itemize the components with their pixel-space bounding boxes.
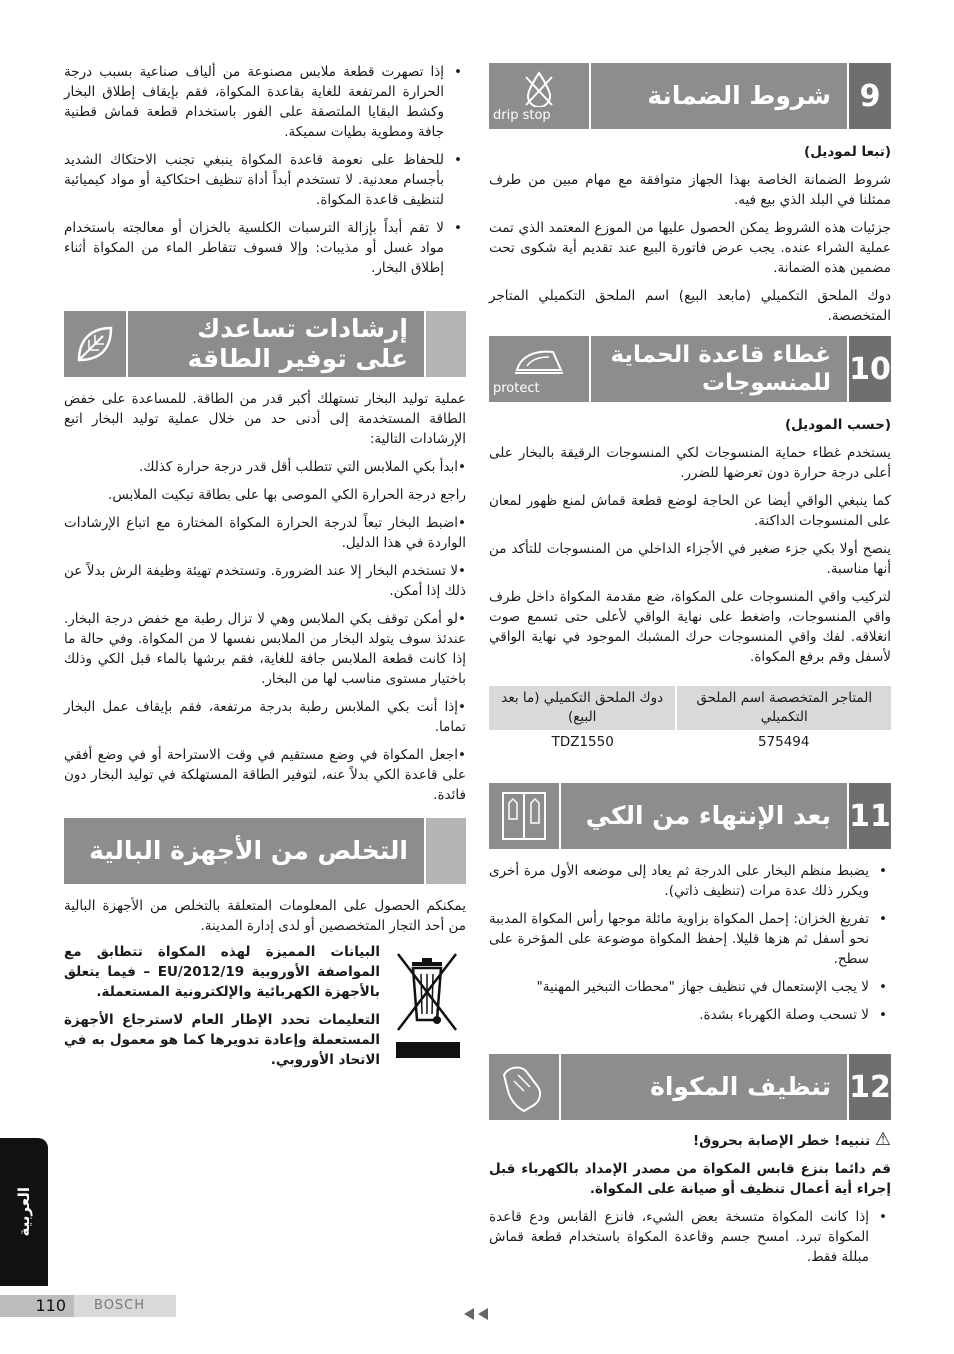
cleaning-hand-icon	[489, 1054, 561, 1120]
list-item: • لا تسحب وصلة الكهرباء بشدة.	[489, 1005, 869, 1025]
table-header: المتاجر المتخصصة اسم الملحق التكميلي	[676, 686, 891, 730]
paragraph: جزئيات هذه الشروط يمكن الحصول عليها من الموزع المعتمد الذي تمت عملية الشراء عنده. يجب عرض فاتورة البيع عند تقديم أية شكوى تحت مضمين هذه الضمانة.	[489, 220, 891, 276]
section-number: 11	[847, 783, 891, 849]
energy-tip: •لو أمكن توقف بكي الملابس وهي لا تزال رطبة مع خفض درجة البخار. عندئذ سوف يتولد البخار من الملابس نفسها لا من المكواة. وفي حالة ما إذا كانت قطعة الملابس جافة للغاية، فقم برشها بالماء قبل الكي وذلك باختيار مستوى مناسب لها من البخار.	[64, 611, 466, 687]
accessory-table	[489, 686, 891, 754]
energy-section-body	[64, 389, 466, 813]
list-item: • لا يجب الإستعمال في تنظيف جهاز "محطات التبخير المهنية"	[489, 977, 869, 997]
cleaning-section-body	[489, 1130, 891, 1275]
language-label: العربية	[15, 1187, 33, 1237]
paragraph: ينصح أولا بكي جزء صغير في الأجزاء الداخلي من المنسوجات للتأكد من أنها مناسبة.	[489, 541, 891, 577]
warranty-section-header	[489, 63, 891, 129]
section-number: 12	[847, 1054, 891, 1120]
iron-protect-icon	[489, 336, 591, 402]
disposal-bold-block	[64, 942, 380, 1078]
cleaning-section-title: تنظيف المكواة	[650, 1072, 831, 1101]
table-cell: TDZ1550	[551, 734, 614, 750]
leaf-icon	[64, 311, 128, 377]
section-subtitle: (تبعا لموديل)	[804, 144, 891, 160]
language-tab	[0, 1138, 48, 1286]
energy-tip: •ابدأ بكي الملابس التي تتطلب أقل قدر درجة حرارة كذلك.	[139, 459, 466, 475]
disposal-directive-detail: التعليمات تحدد الإطار العام لاسترجاع الأجهزة المستعملة وإعادة تدويرها كما هو معمول به في الاتحاد الأوروبي.	[64, 1012, 380, 1068]
protect-section-body	[489, 415, 891, 675]
drip-stop-label: drip stop	[493, 108, 551, 123]
list-item: • تفريغ الخزان: إحمل المكواة بزاوية مائلة موجها رأس المكواة المدببة نحو أسفل ثم هزها قليلا. إحفظ المكواة موضوعة على المؤخرة على سطح.	[489, 909, 869, 969]
weee-bin-icon	[396, 950, 460, 1062]
after-ironing-section-body	[489, 861, 891, 1033]
disposal-intro-block	[64, 896, 466, 944]
energy-tip: •اجعل المكواة في وضع مستقيم في وقت الاستراحة أو في وضع أفقي على قاعدة الكي بدلاً عنه، لتوفير الطاقة المستهلكة في توليد البخار دون فائدة.	[64, 747, 466, 803]
protect-section-header	[489, 336, 891, 402]
energy-tip: •إذا أنت بكي الملابس رطبة بدرجة مرتفعة، فقم بإيقاف عمل البخار تماما.	[64, 699, 466, 735]
brand-label: BOSCH	[94, 1298, 146, 1313]
energy-intro: عملية توليد البخار تستهلك أكبر قدر من الطاقة. للمساعدة على خفض الطاقة المستخدمة إلى أدنى حد من خلال عملية توليد البخار اتبع الإرشادات التالية:	[64, 391, 466, 447]
list-item: • يضبط منظم البخار على الدرجة ثم يعاد إلى موضعه الأول مرة أخرى ويكرر ذلك عدة مرات (تنظيف ذاتي).	[489, 861, 869, 901]
list-item: • للحفاظ على نعومة قاعدة المكواة ينبغي تجنب الاحتكاك الشديد بأجسام معدنية. لا تستخدم أبداً أداة تنظيف احتكاكية أو مواد كيميائية لتنظيف قاعدة المكواة.	[64, 150, 444, 210]
warranty-section-body	[489, 142, 891, 334]
after-ironing-section-header	[489, 783, 891, 849]
after-ironing-section-title: بعد الإنتهاء من الكي	[585, 801, 831, 830]
protect-section-title: غطاء قاعدة الحماية للمنسوجات	[610, 342, 831, 396]
warning-line	[489, 1130, 891, 1151]
paragraph: لتركيب واقي المنسوجات على المكواة، ضع مقدمة المكواة داخل طرف واقي المنسوجات، واضغط على نهاية الواقي لأعلى حتى تسمع صوت انغلاقه. لفك واقي المنسوجات حرك المشبك الموجود في نهاية الواقي لأسفل وقم برفع المكواة.	[489, 589, 891, 665]
paragraph: كما ينبغي الواقي أيضا عن الحاجة لوضع قطعة قماش لمنع ظهور لمعان على المنسوجات الداكنة.	[489, 493, 891, 529]
header-stub	[424, 818, 466, 884]
energy-tip: •اضبط البخار تبعاً لدرجة الحرارة المكواة المختارة مع اتباع الإرشادات الواردة في هذا الدليل.	[64, 515, 466, 551]
paragraph: يستخدم غطاء حماية المنسوجات لكي المنسوجات الرقيقة بالبخار على أعلى درجة حرارة دون تعرضها للضرر.	[489, 445, 891, 481]
header-stub	[424, 311, 466, 377]
drip-stop-icon	[489, 63, 591, 129]
energy-section-header	[64, 311, 466, 377]
cleaning-section-header	[489, 1054, 891, 1120]
paragraph: شروط الضمانة الخاصة بهذا الجهاز متوافقة مع مهام مبين من طرف ممثلنا في البلد الذي بيع فيه.	[489, 172, 891, 208]
warranty-section-title: شروط الضمانة	[647, 81, 831, 110]
table-row	[489, 730, 891, 754]
section-number: 9	[847, 63, 891, 129]
page-number: 110	[0, 1295, 74, 1317]
energy-tip: راجع درجة الحرارة الكي الموصى بها على بطاقة تيكيت الملابس.	[108, 487, 466, 503]
warning-triangle-icon: ⚠	[874, 1129, 891, 1150]
protect-label: protect	[493, 381, 540, 396]
disposal-section-title: التخلص من الأجهزة البالية	[89, 836, 408, 865]
left-top-bullets	[64, 62, 466, 286]
energy-section-title: إرشادات تساعدك على توفير الطاقة	[187, 314, 408, 373]
wardrobe-icon	[489, 783, 561, 849]
warning-text: تنبيه! خطر الإصابة بحروق!	[692, 1133, 871, 1149]
paragraph: دوك الملحق التكميلي (مابعد البيع) اسم الملحق التكميلي المتاجر المتخصصة.	[489, 288, 891, 324]
disposal-section-header	[64, 818, 466, 884]
section-subtitle: (حسب الموديل)	[784, 417, 891, 433]
warning-detail: قم دائما بنزع قابس المكواة من مصدر الإمداد بالكهرباء قبل إجراء أية أعمال تنظيف أو صيانة على المكواة.	[489, 1161, 891, 1197]
energy-tip: •لا تستخدم البخار إلا عند الضرورة. وتستخدم تهيئة وظيفة الرش بدلاً عن ذلك إذا أمكن.	[64, 563, 466, 599]
section-number: 10	[847, 336, 891, 402]
list-item: • إذا تصهرت قطعة ملابس مصنوعة من ألياف صناعية بسبب درجة الحرارة المرتفعة للغاية بقاعدة المكواة، فقم بإيقاف إطلاق البخار وكشط البقايا الملتصقة على الفور باستخدام قطعة قماش قطنية جافة ومطوية بطيات سميكة.	[64, 62, 444, 142]
disposal-directive: البيانات المميزة لهذه المكواة تتطابق مع المواصفة الأوروبية EU/2012/19 – فيما يتعلق بالأجهزة الكهربائية والإلكترونية المستعملة.	[64, 944, 380, 1000]
table-header: دوك الملحق التكميلي (ما بعد البيع)	[489, 686, 676, 730]
page-nav-arrows-icon	[462, 1306, 490, 1326]
disposal-intro: يمكنكم الحصول على المعلومات المتعلقة بالتخلص من الأجهزة البالية من أحد التجار المتخصصين أو لدى إدارة المدينة.	[64, 898, 466, 934]
footer-bar	[0, 1295, 176, 1317]
list-item: • إذا كانت المكواة متسخة بعض الشيء، فانزع القابس ودع قاعدة المكواة تبرد. امسح جسم وقاعدة المكواة باستخدام قطعة قماش مبللة فقط.	[489, 1207, 869, 1267]
table-cell: 575494	[757, 734, 810, 750]
list-item: • لا تقم أبداً بإزالة الترسبات الكلسية بالخزان أو معالجته باستخدام مواد غسل أو مذيبات: وإلا فسوف تتقاطر الماء من المكواة أثناء إطلاق البخار.	[64, 218, 444, 278]
